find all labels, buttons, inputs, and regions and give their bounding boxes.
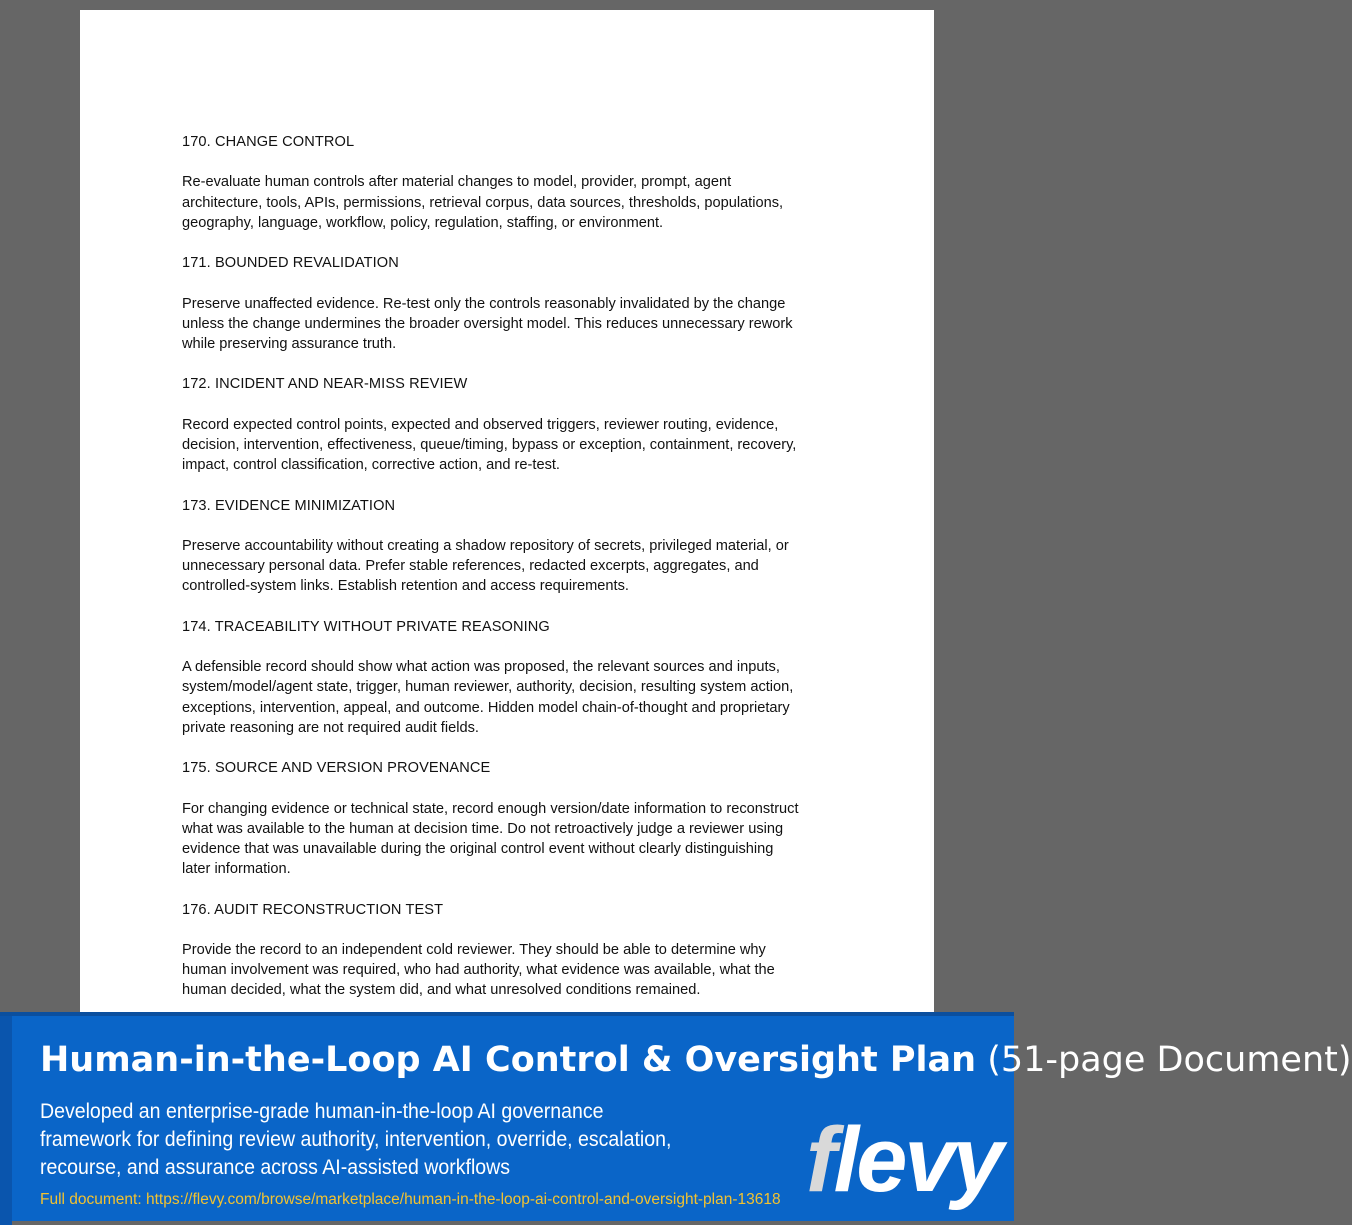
document-section [182,900,842,1001]
document-section [182,374,842,475]
document-section [182,758,842,879]
paragraph-line: unnecessary personal data. Prefer stable references, redacted excerpts, aggregates, and [182,558,759,575]
document-section [182,253,842,354]
section-paragraph [182,799,842,880]
section-heading: 174. TRACEABILITY WITHOUT PRIVATE REASONING [182,618,550,635]
paragraph-line: system/model/agent state, trigger, human reviewer, authority, decision, resulting system action, [182,679,794,696]
flevy-logo-f: f [806,1109,834,1211]
flevy-logo-rest: levy [833,1109,1001,1211]
section-heading: 172. INCIDENT AND NEAR-MISS REVIEW [182,376,468,393]
paragraph-line: Provide the record to an independent cold reviewer. They should be able to determine why [182,941,766,958]
flevy-logo[interactable] [806,1110,1001,1210]
banner-description-line: Developed an enterprise-grade human-in-the-loop AI governance [40,1100,604,1123]
full-document-link[interactable]: Full document: https://flevy.com/browse/marketplace/human-in-the-loop-ai-control-and-oversight-plan-13618 [40,1191,781,1208]
paragraph-line: impact, control classification, corrective action, and re-test. [182,457,560,474]
banner-description-line: framework for defining review authority, intervention, override, escalation, [40,1128,672,1151]
section-heading: 173. EVIDENCE MINIMIZATION [182,497,396,514]
paragraph-line: controlled-system links. Establish retention and access requirements. [182,578,629,595]
banner-title-main: Human-in-the-Loop AI Control & Oversight Plan [40,1040,977,1080]
paragraph-line: human decided, what the system did, and what unresolved conditions remained. [182,982,701,999]
banner-description [40,1098,672,1182]
banner-edge [0,1016,12,1225]
paragraph-line: Preserve accountability without creating a shadow repository of secrets, privileged material, or [182,537,789,554]
paragraph-line: evidence that was unavailable during the original control event without clearly distinguishing [182,840,774,857]
paragraph-line: architecture, tools, APIs, permissions, retrieval corpus, data sources, thresholds, populations, [182,194,784,211]
section-paragraph [182,415,842,476]
section-paragraph [182,536,842,597]
paragraph-line: Re-evaluate human controls after material changes to model, provider, prompt, agent [182,174,732,191]
paragraph-line: A defensible record should show what action was proposed, the relevant sources and inputs, [182,659,780,676]
document-page [80,10,934,1020]
section-heading: 170. CHANGE CONTROL [182,134,355,150]
paragraph-line: geography, language, workflow, policy, regulation, staffing, or environment. [182,214,664,231]
document-section [182,132,842,233]
section-paragraph [182,172,842,233]
section-heading: 176. AUDIT RECONSTRUCTION TEST [182,901,444,918]
paragraph-line: unless the change undermines the broader oversight model. This reduces unnecessary rework [182,315,793,332]
section-paragraph [182,657,842,738]
document-section [182,617,842,738]
section-paragraph [182,940,842,1001]
paragraph-line: while preserving assurance truth. [182,335,397,352]
paragraph-line: human involvement was required, who had authority, what evidence was available, what the [182,962,775,979]
banner-title-sub: (51-page Document) [976,1040,1352,1080]
banner-description-line: recourse, and assurance across AI-assisted workflows [40,1156,511,1179]
paragraph-line: exceptions, intervention, appeal, and outcome. Hidden model chain-of-thought and proprietary [182,699,790,716]
paragraph-line: Preserve unaffected evidence. Re-test only the controls reasonably invalidated by the change [182,295,786,312]
page-content [182,132,842,1021]
section-heading: 175. SOURCE AND VERSION PROVENANCE [182,760,491,777]
paragraph-line: private reasoning are not required audit fields. [182,719,479,736]
banner-title [40,1038,1352,1082]
paragraph-line: later information. [182,861,291,878]
paragraph-line: decision, intervention, effectiveness, queue/timing, bypass or exception, containment, recovery, [182,436,797,453]
section-paragraph [182,294,842,355]
section-heading: 171. BOUNDED REVALIDATION [182,255,399,272]
paragraph-line: Record expected control points, expected and observed triggers, reviewer routing, evidence, [182,416,779,433]
document-section [182,496,842,597]
paragraph-line: For changing evidence or technical state, record enough version/date information to reconstruct [182,800,799,817]
paragraph-line: what was available to the human at decision time. Do not retroactively judge a reviewer using [182,820,784,837]
promo-banner [0,1012,1352,1221]
